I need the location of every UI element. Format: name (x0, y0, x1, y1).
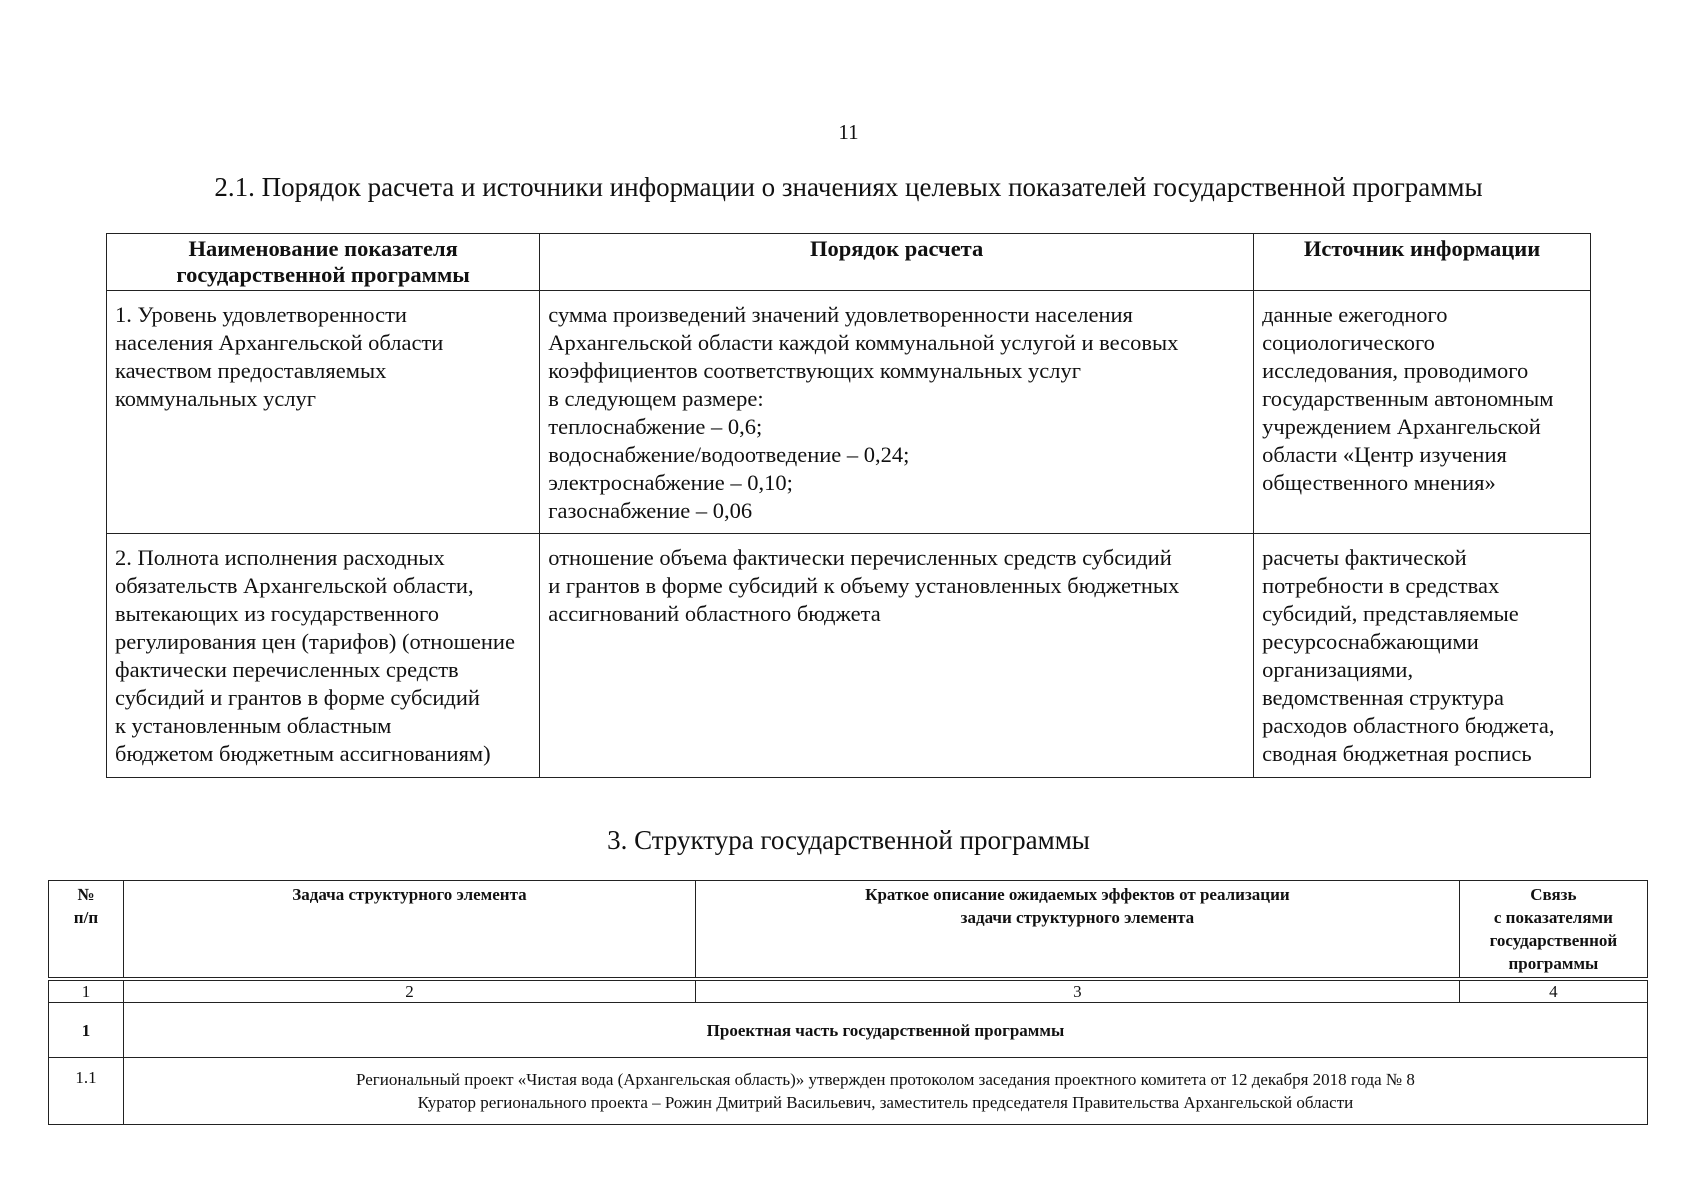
text-line: расходов областного бюджета, (1262, 713, 1555, 738)
header-effects (696, 881, 1460, 978)
text-line: водоснабжение/водоотведение – 0,24; (548, 442, 910, 467)
header-indicator-name-line: государственной программы (176, 262, 470, 287)
text-line: Куратор регионального проекта – Рожин Дмитрий Васильевич, заместитель председателя Правительства Архангельской области (417, 1093, 1354, 1112)
text-line: социологического (1262, 330, 1435, 355)
text-line: задачи структурного элемента (960, 908, 1195, 927)
page-number: 11 (838, 120, 859, 144)
text-line: теплоснабжение – 0,6; (548, 414, 763, 439)
text-line: сводная бюджетная роспись (1262, 741, 1532, 766)
text-line: Региональный проект «Чистая вода (Архангельская область)» утвержден протоколом заседания проектного комитета от 12 декабря 2018 года № 8 (356, 1070, 1415, 1089)
indicator-row-1 (107, 291, 1591, 534)
regional-project-row (49, 1058, 1648, 1125)
text-line: коэффициентов соответствующих коммунальных услуг (548, 358, 1081, 383)
text-line: исследования, проводимого (1262, 358, 1529, 383)
structure-header-row (49, 881, 1648, 978)
section-2-1-title: 2.1. Порядок расчета и источники информации о значениях целевых показателей государственной программы (214, 172, 1483, 202)
text-line: обязательств Архангельской области, (115, 573, 474, 598)
header-source: Источник информации (1254, 234, 1591, 291)
text-line: газоснабжение – 0,06 (548, 498, 753, 523)
text-line: государственной (1489, 931, 1618, 950)
text-line: сумма произведений значений удовлетворенности населения (548, 302, 1133, 327)
header-indicator-name (107, 234, 540, 291)
header-task: Задача структурного элемента (123, 881, 695, 978)
column-number: 1 (49, 981, 124, 1003)
indicator-row-2 (107, 534, 1591, 778)
text-line: субсидий и грантов в форме субсидий (115, 685, 480, 710)
column-number: 3 (696, 981, 1460, 1003)
text-line: области «Центр изучения (1262, 442, 1507, 467)
text-line: ведомственная структура (1262, 685, 1505, 710)
text-line: Краткое описание ожидаемых эффектов от реализации (865, 885, 1290, 904)
text-line: вытекающих из государственного (115, 601, 439, 626)
text-line: ресурсоснабжающими (1262, 629, 1479, 654)
text-line: в следующем размере: (548, 386, 764, 411)
text-line: и грантов в форме субсидий к объему установленных бюджетных (548, 573, 1180, 598)
text-line: программы (1508, 954, 1599, 973)
indicator-1-calculation (540, 291, 1254, 534)
project-number: 1.1 (49, 1058, 124, 1125)
text-line: учреждением Архангельской (1262, 414, 1541, 439)
text-line: бюджетом бюджетным ассигнованиям) (115, 741, 491, 766)
indicator-2-name (107, 534, 540, 778)
text-line: Архангельской области каждой коммунальной услугой и весовых (548, 330, 1179, 355)
section-3-title: 3. Структура государственной программы (607, 825, 1090, 855)
text-line: № (77, 885, 95, 904)
text-line: ассигнований областного бюджета (548, 601, 881, 626)
indicator-2-calculation (540, 534, 1254, 778)
column-number: 4 (1459, 981, 1647, 1003)
header-indicator-name-line: Наименование показателя (188, 236, 458, 261)
indicator-1-name (107, 291, 540, 534)
text-line: организациями, (1262, 657, 1414, 682)
text-line: качеством предоставляемых (115, 358, 387, 383)
text-line: расчеты фактической (1262, 545, 1467, 570)
text-line: потребности в средствах (1262, 573, 1500, 598)
text-line: регулирования цен (тарифов) (отношение (115, 629, 515, 654)
header-link (1459, 881, 1647, 978)
text-line: общественного мнения» (1262, 470, 1496, 495)
program-structure-table (48, 880, 1648, 1125)
header-calculation: Порядок расчета (540, 234, 1254, 291)
text-line: данные ежегодного (1262, 302, 1448, 327)
text-line: населения Архангельской области (115, 330, 444, 355)
text-line: 2. Полнота исполнения расходных (115, 545, 445, 570)
text-line: 1. Уровень удовлетворенности (115, 302, 407, 327)
header-row-number (49, 881, 124, 978)
text-line: субсидий, представляемые (1262, 601, 1519, 626)
text-line: электроснабжение – 0,10; (548, 470, 793, 495)
indicators-table (106, 233, 1591, 778)
text-line: коммунальных услуг (115, 386, 317, 411)
part-label: Проектная часть государственной программы (123, 1003, 1647, 1058)
text-line: отношение объема фактически перечисленных средств субсидий (548, 545, 1172, 570)
part-number: 1 (49, 1003, 124, 1058)
text-line: фактически перечисленных средств (115, 657, 459, 682)
column-numbers-row (49, 981, 1648, 1003)
indicator-1-source (1254, 291, 1591, 534)
project-description (123, 1058, 1647, 1125)
project-part-row (49, 1003, 1648, 1058)
indicators-header-row (107, 234, 1591, 291)
indicator-2-source (1254, 534, 1591, 778)
text-line: п/п (73, 908, 99, 927)
text-line: к установленным областным (115, 713, 392, 738)
text-line: с показателями (1493, 908, 1613, 927)
text-line: Связь (1530, 885, 1577, 904)
column-number: 2 (123, 981, 695, 1003)
text-line: государственным автономным (1262, 386, 1554, 411)
